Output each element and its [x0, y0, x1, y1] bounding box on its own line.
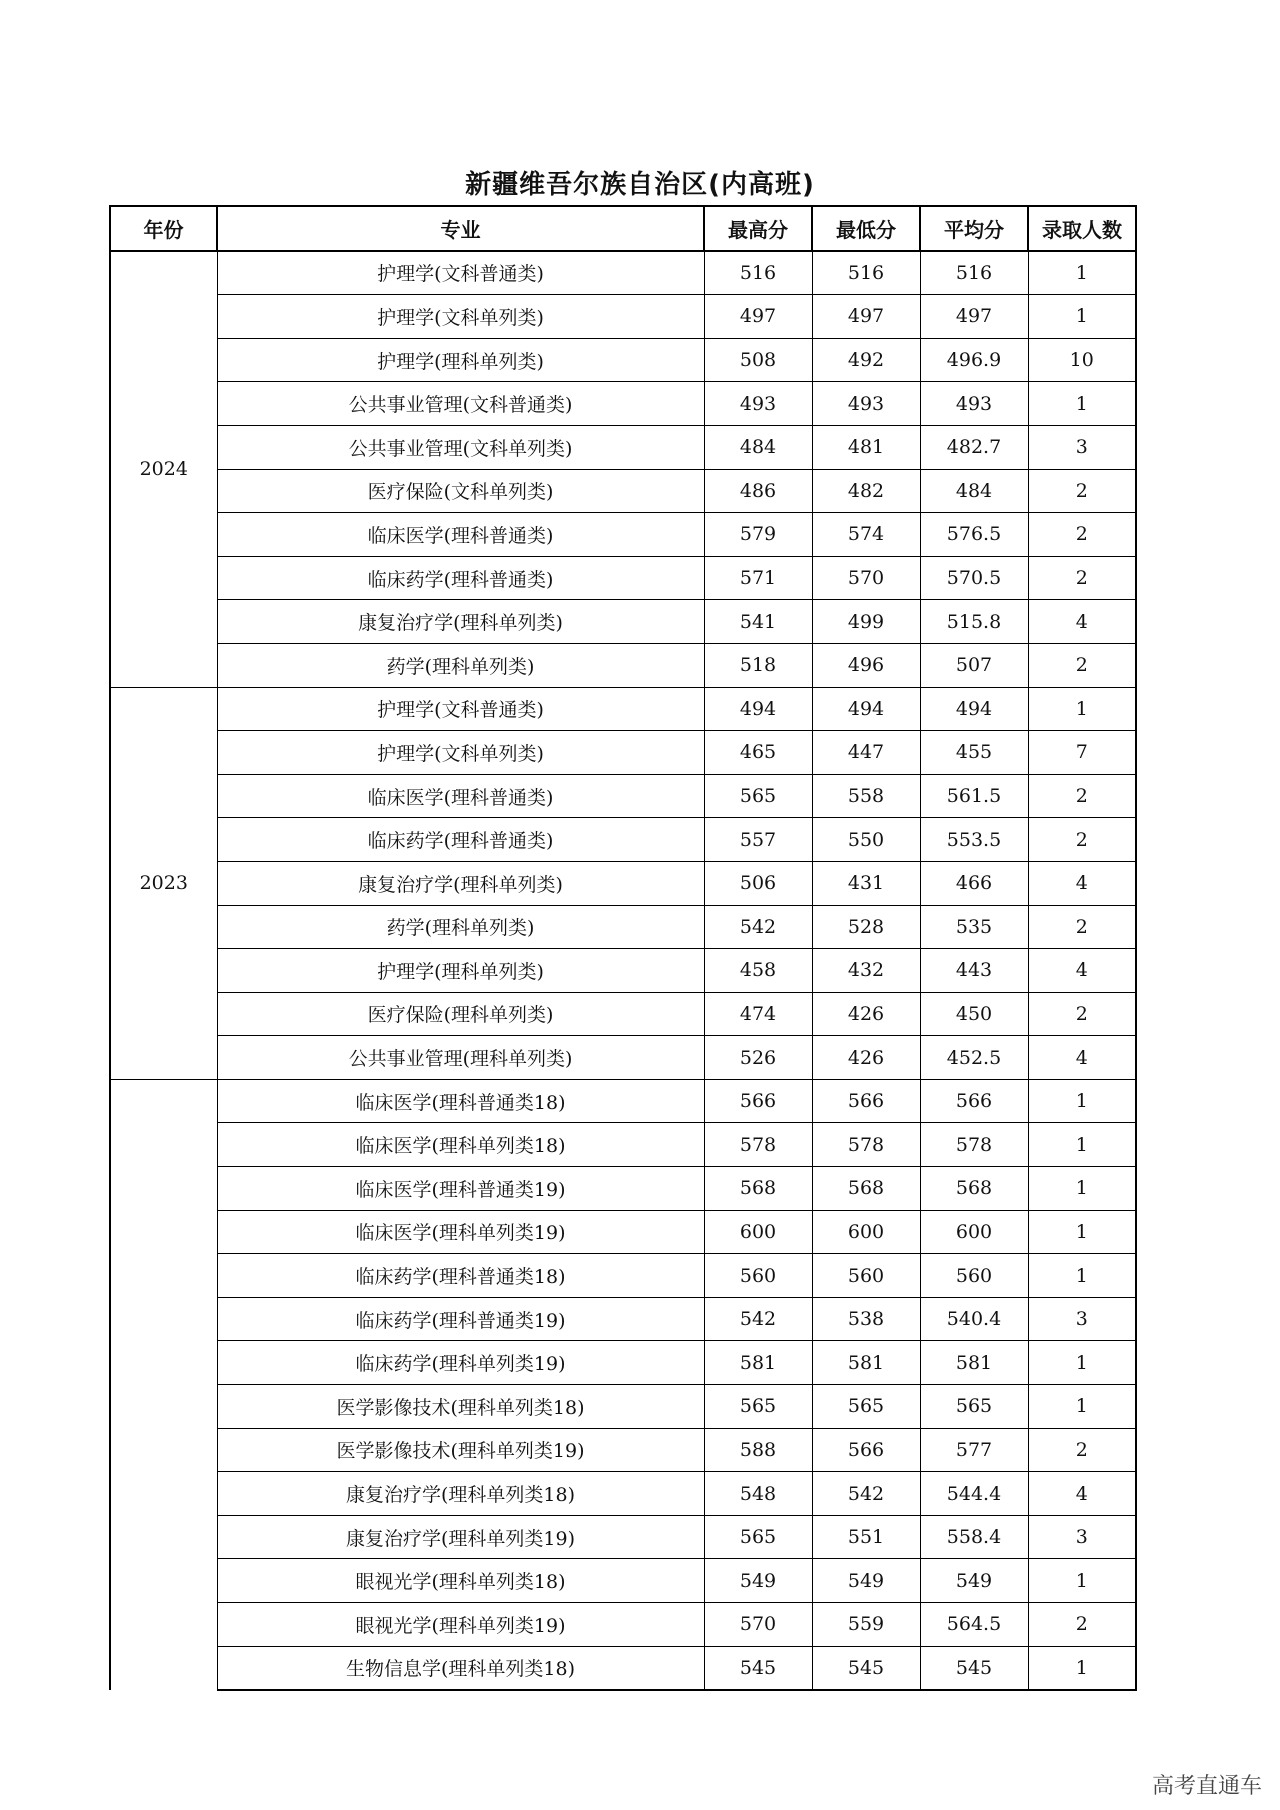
avg-score-cell: 549: [920, 1559, 1028, 1603]
admitted-count-cell: 2: [1028, 905, 1136, 949]
year-cell: 2023: [110, 687, 217, 1079]
admitted-count-cell: 1: [1028, 251, 1136, 295]
avg-score-cell: 540.4: [920, 1297, 1028, 1341]
min-score-cell: 492: [812, 338, 920, 382]
min-score-cell: 431: [812, 861, 920, 905]
major-cell: 药学(理科单列类): [217, 905, 704, 949]
major-cell: 药学(理科单列类): [217, 643, 704, 687]
header-avg-score: 平均分: [920, 206, 1028, 251]
min-score-cell: 482: [812, 469, 920, 513]
max-score-cell: 588: [704, 1428, 812, 1472]
min-score-cell: 493: [812, 382, 920, 426]
avg-score-cell: 553.5: [920, 818, 1028, 862]
min-score-cell: 497: [812, 295, 920, 339]
min-score-cell: 551: [812, 1515, 920, 1559]
table-row: [110, 1603, 1136, 1647]
min-score-cell: 545: [812, 1646, 920, 1690]
major-cell: 临床药学(理科普通类): [217, 556, 704, 600]
major-cell: 护理学(文科单列类): [217, 731, 704, 775]
max-score-cell: 545: [704, 1646, 812, 1690]
max-score-cell: 486: [704, 469, 812, 513]
page-title: 新疆维吾尔族自治区(内高班): [465, 170, 815, 200]
avg-score-cell: 570.5: [920, 556, 1028, 600]
max-score-cell: 557: [704, 818, 812, 862]
year-cell: [110, 1079, 217, 1690]
table-row: [110, 861, 1136, 905]
max-score-cell: 506: [704, 861, 812, 905]
max-score-cell: 565: [704, 1385, 812, 1429]
admitted-count-cell: 1: [1028, 687, 1136, 731]
table-row: [110, 1254, 1136, 1298]
table-row: [110, 1472, 1136, 1516]
min-score-cell: 559: [812, 1603, 920, 1647]
avg-score-cell: 497: [920, 295, 1028, 339]
min-score-cell: 566: [812, 1079, 920, 1123]
avg-score-cell: 515.8: [920, 600, 1028, 644]
table-body: [110, 251, 1136, 1691]
max-score-cell: 565: [704, 774, 812, 818]
table-row: [110, 1079, 1136, 1123]
major-cell: 医学影像技术(理科单列类19): [217, 1428, 704, 1472]
table-row: [110, 774, 1136, 818]
major-cell: 生物信息学(理科单列类18): [217, 1646, 704, 1690]
max-score-cell: 568: [704, 1167, 812, 1211]
header-min-score: 最低分: [812, 206, 920, 251]
major-cell: 眼视光学(理科单列类18): [217, 1559, 704, 1603]
max-score-cell: 548: [704, 1472, 812, 1516]
admitted-count-cell: 1: [1028, 1559, 1136, 1603]
admitted-count-cell: 3: [1028, 1297, 1136, 1341]
avg-score-cell: 455: [920, 731, 1028, 775]
major-cell: 康复治疗学(理科单列类): [217, 600, 704, 644]
admitted-count-cell: 1: [1028, 1385, 1136, 1429]
major-cell: 护理学(文科普通类): [217, 251, 704, 295]
table-row: [110, 905, 1136, 949]
max-score-cell: 549: [704, 1559, 812, 1603]
admitted-count-cell: 2: [1028, 774, 1136, 818]
admitted-count-cell: 1: [1028, 1167, 1136, 1211]
min-score-cell: 550: [812, 818, 920, 862]
header-year: 年份: [110, 206, 217, 251]
table-row: [110, 1036, 1136, 1080]
max-score-cell: 508: [704, 338, 812, 382]
min-score-cell: 560: [812, 1254, 920, 1298]
major-cell: 护理学(理科单列类): [217, 949, 704, 993]
admitted-count-cell: 4: [1028, 1472, 1136, 1516]
min-score-cell: 570: [812, 556, 920, 600]
min-score-cell: 568: [812, 1167, 920, 1211]
avg-score-cell: 560: [920, 1254, 1028, 1298]
table-row: [110, 992, 1136, 1036]
admitted-count-cell: 4: [1028, 949, 1136, 993]
avg-score-cell: 452.5: [920, 1036, 1028, 1080]
major-cell: 临床药学(理科普通类18): [217, 1254, 704, 1298]
major-cell: 康复治疗学(理科单列类): [217, 861, 704, 905]
table-row: [110, 295, 1136, 339]
major-cell: 康复治疗学(理科单列类19): [217, 1515, 704, 1559]
min-score-cell: 528: [812, 905, 920, 949]
major-cell: 眼视光学(理科单列类19): [217, 1603, 704, 1647]
table-row: [110, 1341, 1136, 1385]
major-cell: 公共事业管理(理科单列类): [217, 1036, 704, 1080]
admitted-count-cell: 1: [1028, 382, 1136, 426]
max-score-cell: 578: [704, 1123, 812, 1167]
min-score-cell: 496: [812, 643, 920, 687]
major-cell: 临床医学(理科单列类18): [217, 1123, 704, 1167]
major-cell: 医疗保险(理科单列类): [217, 992, 704, 1036]
min-score-cell: 549: [812, 1559, 920, 1603]
table-row: [110, 513, 1136, 557]
major-cell: 临床医学(理科普通类18): [217, 1079, 704, 1123]
max-score-cell: 560: [704, 1254, 812, 1298]
avg-score-cell: 561.5: [920, 774, 1028, 818]
avg-score-cell: 450: [920, 992, 1028, 1036]
avg-score-cell: 466: [920, 861, 1028, 905]
avg-score-cell: 568: [920, 1167, 1028, 1211]
admitted-count-cell: 2: [1028, 1428, 1136, 1472]
avg-score-cell: 581: [920, 1341, 1028, 1385]
max-score-cell: 571: [704, 556, 812, 600]
admitted-count-cell: 1: [1028, 1254, 1136, 1298]
min-score-cell: 494: [812, 687, 920, 731]
avg-score-cell: 545: [920, 1646, 1028, 1690]
table-row: [110, 382, 1136, 426]
max-score-cell: 497: [704, 295, 812, 339]
avg-score-cell: 484: [920, 469, 1028, 513]
admitted-count-cell: 3: [1028, 425, 1136, 469]
admitted-count-cell: 1: [1028, 1079, 1136, 1123]
avg-score-cell: 600: [920, 1210, 1028, 1254]
max-score-cell: 526: [704, 1036, 812, 1080]
table-row: [110, 338, 1136, 382]
max-score-cell: 484: [704, 425, 812, 469]
max-score-cell: 542: [704, 1297, 812, 1341]
max-score-cell: 579: [704, 513, 812, 557]
min-score-cell: 481: [812, 425, 920, 469]
min-score-cell: 578: [812, 1123, 920, 1167]
admitted-count-cell: 4: [1028, 861, 1136, 905]
major-cell: 临床药学(理科单列类19): [217, 1341, 704, 1385]
avg-score-cell: 565: [920, 1385, 1028, 1429]
min-score-cell: 565: [812, 1385, 920, 1429]
table-row: [110, 687, 1136, 731]
min-score-cell: 574: [812, 513, 920, 557]
major-cell: 临床医学(理科普通类): [217, 513, 704, 557]
table-row: [110, 949, 1136, 993]
avg-score-cell: 494: [920, 687, 1028, 731]
major-cell: 护理学(文科普通类): [217, 687, 704, 731]
avg-score-cell: 482.7: [920, 425, 1028, 469]
avg-score-cell: 566: [920, 1079, 1028, 1123]
admitted-count-cell: 2: [1028, 818, 1136, 862]
major-cell: 康复治疗学(理科单列类18): [217, 1472, 704, 1516]
table-row: [110, 1559, 1136, 1603]
major-cell: 公共事业管理(文科普通类): [217, 382, 704, 426]
admitted-count-cell: 2: [1028, 1603, 1136, 1647]
min-score-cell: 499: [812, 600, 920, 644]
table-header-row: [110, 206, 1136, 251]
table-row: [110, 1123, 1136, 1167]
table-row: [110, 1428, 1136, 1472]
admitted-count-cell: 3: [1028, 1515, 1136, 1559]
major-cell: 护理学(文科单列类): [217, 295, 704, 339]
avg-score-cell: 493: [920, 382, 1028, 426]
major-cell: 医疗保险(文科单列类): [217, 469, 704, 513]
avg-score-cell: 516: [920, 251, 1028, 295]
admitted-count-cell: 1: [1028, 1341, 1136, 1385]
min-score-cell: 426: [812, 992, 920, 1036]
table-row: [110, 469, 1136, 513]
admitted-count-cell: 4: [1028, 600, 1136, 644]
table-row: [110, 425, 1136, 469]
max-score-cell: 465: [704, 731, 812, 775]
admitted-count-cell: 1: [1028, 1646, 1136, 1690]
watermark: 高考直通车: [1151, 1774, 1262, 1799]
max-score-cell: 542: [704, 905, 812, 949]
admitted-count-cell: 4: [1028, 1036, 1136, 1080]
min-score-cell: 581: [812, 1341, 920, 1385]
max-score-cell: 458: [704, 949, 812, 993]
admitted-count-cell: 10: [1028, 338, 1136, 382]
avg-score-cell: 544.4: [920, 1472, 1028, 1516]
admitted-count-cell: 2: [1028, 643, 1136, 687]
min-score-cell: 432: [812, 949, 920, 993]
major-cell: 临床医学(理科单列类19): [217, 1210, 704, 1254]
header-admitted-count: 录取人数: [1028, 206, 1136, 251]
max-score-cell: 565: [704, 1515, 812, 1559]
major-cell: 护理学(理科单列类): [217, 338, 704, 382]
avg-score-cell: 507: [920, 643, 1028, 687]
max-score-cell: 474: [704, 992, 812, 1036]
avg-score-cell: 535: [920, 905, 1028, 949]
min-score-cell: 426: [812, 1036, 920, 1080]
admission-scores-table: [109, 205, 1137, 1691]
table-row: [110, 1515, 1136, 1559]
table-row: [110, 731, 1136, 775]
table-row: [110, 1210, 1136, 1254]
min-score-cell: 566: [812, 1428, 920, 1472]
admitted-count-cell: 2: [1028, 469, 1136, 513]
admitted-count-cell: 2: [1028, 992, 1136, 1036]
admitted-count-cell: 2: [1028, 556, 1136, 600]
max-score-cell: 541: [704, 600, 812, 644]
min-score-cell: 542: [812, 1472, 920, 1516]
admitted-count-cell: 1: [1028, 295, 1136, 339]
min-score-cell: 538: [812, 1297, 920, 1341]
table-row: [110, 1385, 1136, 1429]
max-score-cell: 493: [704, 382, 812, 426]
major-cell: 临床医学(理科普通类): [217, 774, 704, 818]
table-row: [110, 643, 1136, 687]
avg-score-cell: 443: [920, 949, 1028, 993]
max-score-cell: 570: [704, 1603, 812, 1647]
header-max-score: 最高分: [704, 206, 812, 251]
min-score-cell: 516: [812, 251, 920, 295]
admitted-count-cell: 1: [1028, 1123, 1136, 1167]
table-row: [110, 251, 1136, 295]
min-score-cell: 558: [812, 774, 920, 818]
avg-score-cell: 578: [920, 1123, 1028, 1167]
major-cell: 临床药学(理科普通类19): [217, 1297, 704, 1341]
avg-score-cell: 576.5: [920, 513, 1028, 557]
major-cell: 临床医学(理科普通类19): [217, 1167, 704, 1211]
major-cell: 医学影像技术(理科单列类18): [217, 1385, 704, 1429]
max-score-cell: 600: [704, 1210, 812, 1254]
table-row: [110, 600, 1136, 644]
major-cell: 公共事业管理(文科单列类): [217, 425, 704, 469]
major-cell: 临床药学(理科普通类): [217, 818, 704, 862]
avg-score-cell: 496.9: [920, 338, 1028, 382]
header-major: 专业: [217, 206, 704, 251]
admitted-count-cell: 1: [1028, 1210, 1136, 1254]
avg-score-cell: 577: [920, 1428, 1028, 1472]
avg-score-cell: 558.4: [920, 1515, 1028, 1559]
avg-score-cell: 564.5: [920, 1603, 1028, 1647]
table-row: [110, 1297, 1136, 1341]
year-cell: 2024: [110, 251, 217, 687]
admitted-count-cell: 7: [1028, 731, 1136, 775]
table-row: [110, 556, 1136, 600]
max-score-cell: 581: [704, 1341, 812, 1385]
max-score-cell: 494: [704, 687, 812, 731]
min-score-cell: 600: [812, 1210, 920, 1254]
admitted-count-cell: 2: [1028, 513, 1136, 557]
max-score-cell: 518: [704, 643, 812, 687]
max-score-cell: 566: [704, 1079, 812, 1123]
table-row: [110, 1646, 1136, 1690]
min-score-cell: 447: [812, 731, 920, 775]
table-row: [110, 1167, 1136, 1211]
max-score-cell: 516: [704, 251, 812, 295]
table-row: [110, 818, 1136, 862]
